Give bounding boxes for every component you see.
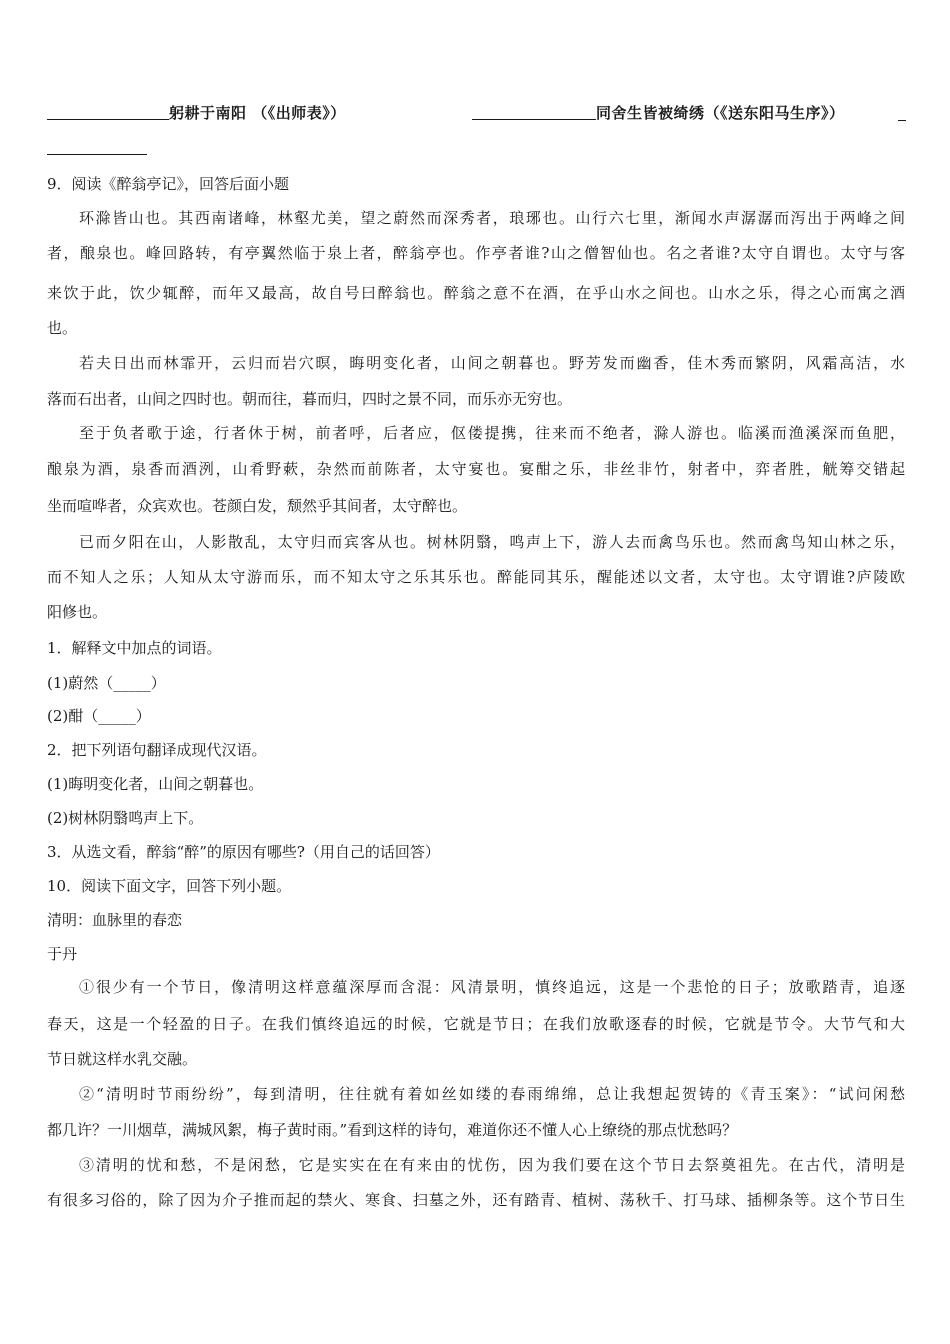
sub-question-2-item: (1)晦明变化者，山间之朝暮也。 xyxy=(47,775,264,793)
passage-line: 环滁皆山也。其西南诸峰，林壑尤美，望之蔚然而深秀者，琅琊也。山行六七里，渐闻水声潺潺而泻出于两峰之间 xyxy=(79,209,905,227)
answer-blank[interactable] xyxy=(472,118,596,120)
sub-question-3: 3．从选文看，醉翁“醉”的原因有哪些?（用自己的话回答） xyxy=(47,843,440,861)
passage-line: 若夫日出而林霏开，云归而岩穴暝，晦明变化者，山间之朝暮也。野芳发而幽香，佳木秀而繁阴，风霜高洁，水 xyxy=(79,354,905,372)
passage-line: ①很少有一个节日，像清明这样意蕴深厚而含混：风清景明，慎终追远，这是一个悲怆的日子；放歌踏青，追逐 xyxy=(79,978,905,996)
sub-question-2: 2．把下列语句翻译成现代汉语。 xyxy=(47,741,267,759)
quote-text: 同舍生皆被绮绣（《送东阳马生序》） xyxy=(596,104,845,122)
fill-blank-chushibiao xyxy=(47,102,346,123)
passage-line: ③清明的忧和愁，不是闲愁，它是实实在在有来由的忧伤，因为我们要在这个节日去祭奠祖先。在古代，清明是 xyxy=(79,1156,905,1174)
passage-line: 坐而喧哗者，众宾欢也。苍颜白发，颓然乎其间者，太守醉也。 xyxy=(47,497,468,515)
fill-blank-songdongyang xyxy=(472,102,845,123)
answer-blank[interactable] xyxy=(47,118,169,120)
answer-blank[interactable] xyxy=(47,153,147,155)
passage-line: 来饮于此，饮少辄醉，而年又最高，故自号曰醉翁也。醉翁之意不在酒，在乎山水之间也。山水之乐，得之心而寓之酒 xyxy=(47,284,905,302)
passage-line: 也。 xyxy=(47,319,78,337)
article-title: 清明：血脉里的春恋 xyxy=(47,911,183,929)
passage-line: 已而夕阳在山，人影散乱，太守归而宾客从也。树林阴翳，鸣声上下，游人去而禽鸟乐也。然而禽鸟知山林之乐， xyxy=(79,533,905,551)
passage-line: 阳修也。 xyxy=(47,603,108,621)
passage-line: 者，酿泉也。峰回路转，有亭翼然临于泉上者，醉翁亭也。作亭者谁?山之僧智仙也。名之者谁?太守自谓也。太守与客 xyxy=(47,244,905,262)
passage-line: 有很多习俗的，除了因为介子推而起的禁火、寒食、扫墓之外，还有踏青、植树、荡秋千、打马球、插柳条等。这个节日生 xyxy=(47,1191,905,1209)
quote-text: 躬耕于南阳 （《出师表》） xyxy=(169,104,346,122)
sub-question-1: 1．解释文中加点的词语。 xyxy=(47,639,222,657)
passage-line: 都几许？一川烟草，满城风絮，梅子黄时雨。”看到这样的诗句，难道你还不懂人心上缭绕的那点忧愁吗？ xyxy=(47,1121,738,1139)
question-10-heading: 10．阅读下面文字，回答下列小题。 xyxy=(47,877,292,895)
sub-question-1-item: (1)蔚然（_____） xyxy=(47,674,166,692)
passage-line: 节日就这样水乳交融。 xyxy=(47,1050,198,1068)
sub-question-1-item: (2)酣（_____） xyxy=(47,707,151,725)
passage-line: 至于负者歌于途，行者休于树，前者呼，后者应，伛偻提携，往来而不绝者，滁人游也。临溪而渔溪深而鱼肥， xyxy=(79,424,905,442)
question-9-heading: 9．阅读《醉翁亭记》，回答后面小题 xyxy=(47,175,290,193)
passage-line: ②“清明时节雨纷纷”，每到清明，往往就有着如丝如缕的春雨绵绵，总让我想起贺铸的《青玉案》：“试问闲愁 xyxy=(79,1085,905,1103)
passage-line: 落而石出者，山间之四时也。朝而往，暮而归，四时之景不同，而乐亦无穷也。 xyxy=(47,390,573,408)
passage-line: 春天，这是一个轻盈的日子。在我们慎终追远的时候，它就是节日；在我们放歌逐春的时候，它就是节令。大节气和大 xyxy=(47,1015,905,1033)
answer-blank[interactable] xyxy=(898,119,906,121)
passage-line: 酿泉为酒，泉香而酒洌，山肴野蔌，杂然而前陈者，太守宴也。宴酣之乐，非丝非竹，射者中，弈者胜，觥筹交错起 xyxy=(47,460,905,478)
passage-line: 而不知人之乐；人知从太守游而乐，而不知太守之乐其乐也。醉能同其乐，醒能述以文者，太守也。太守谓谁?庐陵欧 xyxy=(47,568,905,586)
sub-question-2-item: (2)树林阴翳鸣声上下。 xyxy=(47,809,204,827)
article-author: 于丹 xyxy=(47,945,78,963)
